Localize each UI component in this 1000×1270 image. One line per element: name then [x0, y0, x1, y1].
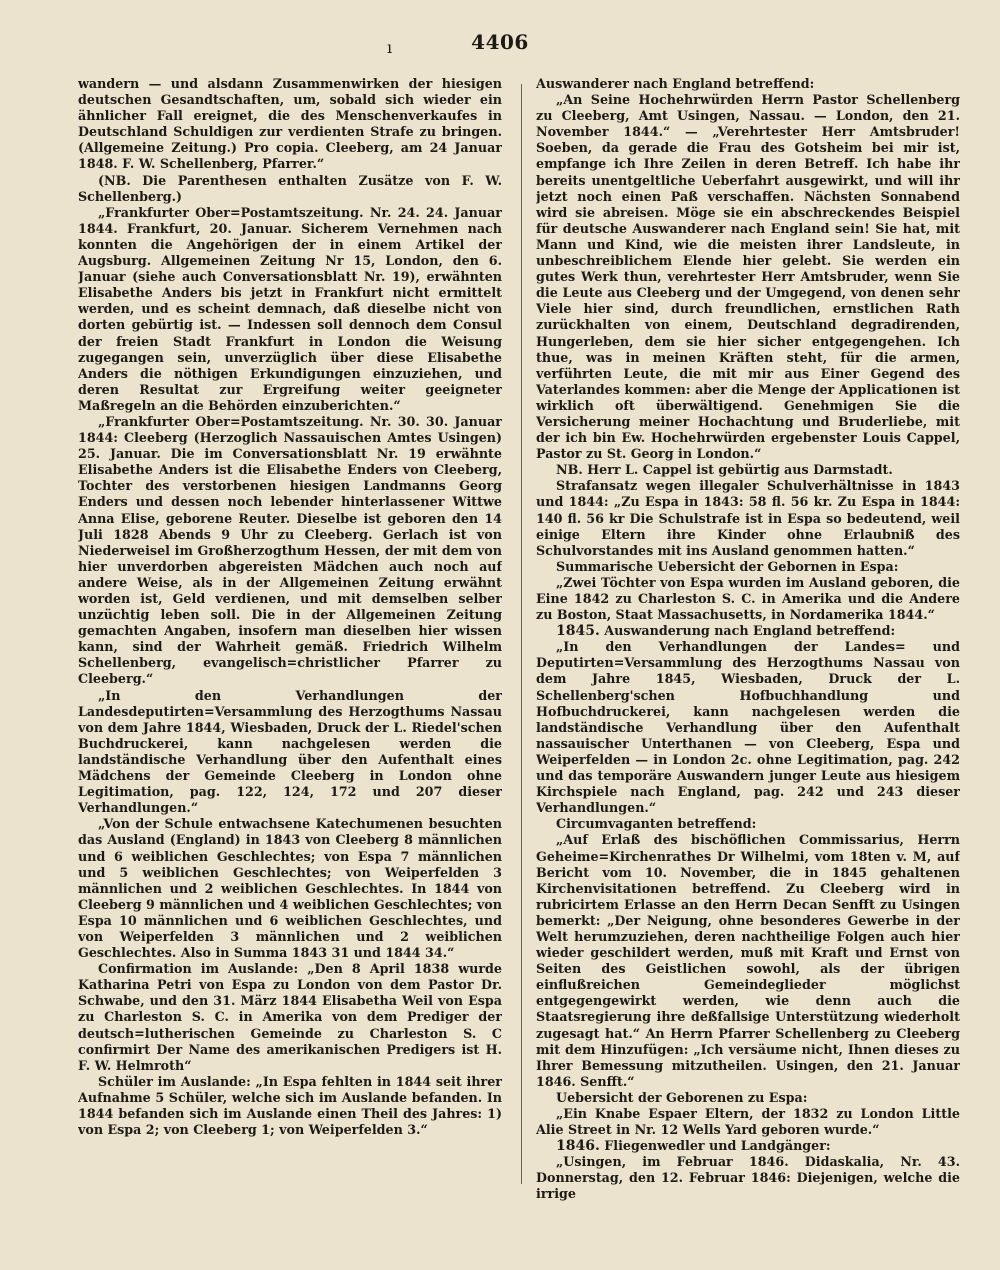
paragraph-text: Fliegenwedler und Landgänger:	[599, 1138, 831, 1154]
paragraph-text: „Von der Schule entwachsene Katechumenen besuchten das Ausland (England) in 1843 von Cleeberg 8 männlichen und 6 weiblichen Geschlechtes; von Espa 7 männlichen und 5 weiblichen Geschlechtes; von Weiperfelden 3 männlichen und 2 weiblichen Geschlechtes. In 1844 von Cleeberg 9 männlichen und 4 weiblichen Geschlechtes; von Espa 10 männlichen und 6 weiblichen Geschlechtes, und von Weiperfelden 3 männlichen und 2 weiblichen Geschlechtes. Also in Summa 1843 31 und 1844 34.“	[78, 816, 502, 961]
paragraph	[536, 575, 960, 623]
paragraph	[536, 623, 960, 639]
paragraph	[78, 205, 502, 414]
year-heading: 1845.	[556, 623, 600, 640]
paragraph-text: Summarische Uebersicht der Gebornen in Espa:	[556, 558, 899, 574]
paragraph-text: „Auf Erlaß des bischöflichen Commissarius, Herrn Geheime=Kirchenrathes Dr Wilhelmi, vom 18ten v. M, auf Bericht vom 10. November, die in 1845 gehaltenen Kirchenvisitationen betreffend. Zu Cleeberg wird in rubricirtem Erlasse an den Herrn Decan Senfft zu Usingen bemerkt: „Der Neigung, ohne besonderes Gewerbe in der Welt herumzuziehen, deren nachtheilige Folgen auch hier wieder geschildert werden, muß mit Kraft und Ernst von Seiten des Geistlichen sowohl, als der übrigen einflußreichen Gemeindeglieder möglichst entgegengewirkt werden, wie denn auch die Staatsregierung ihre deßfallsige Unterstützung wiederholt zugesagt hat.“ An Herrn Pfarrer Schellenberg zu Cleeberg mit dem Hinzufügen: „Ich versäume nicht, Ihnen dieses zu Ihrer Bemessung mitzutheilen. Usingen, den 21. Januar 1846. Senfft.“	[536, 832, 960, 1089]
paragraph-text: Uebersicht der Geborenen zu Espa:	[556, 1089, 808, 1105]
left-column	[78, 76, 502, 1260]
paragraph-text: „Usingen, im Februar 1846. Didaskalia, Nr. 43. Donnerstag, den 12. Februar 1846: Diejenigen, welche die irrige	[536, 1154, 960, 1202]
paragraph	[78, 414, 502, 688]
paragraph-text: Auswanderer nach England betreffend:	[536, 76, 815, 91]
paragraph	[536, 559, 960, 575]
paragraph-text: „Zwei Töchter von Espa wurden im Ausland geboren, die Eine 1842 zu Charleston S. C. in Amerika und die Andere zu Boston, Staat Massachusetts, in Nordamerika 1844.“	[536, 574, 960, 623]
paragraph	[78, 688, 502, 817]
paragraph-text: Auswanderung nach England betreffend:	[599, 623, 896, 639]
page-number: 4406	[471, 30, 529, 54]
paragraph-text: Strafansatz wegen illegaler Schulverhältnisse in 1843 und 1844: „Zu Espa in 1843: 58 fl. 56 kr. Zu Espa in 1844: 140 fl. 56 kr Die Schulstrafe ist in Espa so bedeutend, weil einige Eltern ihre Kinder ohne Erlaubniß des Schulvorstandes mit ins Ausland genommen hatten.“	[536, 478, 960, 558]
right-column	[536, 76, 960, 1260]
paragraph-text: Schüler im Auslande: „In Espa fehlten in 1844 seit ihrer Aufnahme 5 Schüler, welche sich im Auslande befanden. In 1844 befanden sich im Auslande einen Theil des Jahres: 1) von Espa 2; von Cleeberg 1; von Weiperfelden 3.“	[78, 1073, 502, 1138]
year-heading: 1846.	[556, 1138, 600, 1155]
paragraph	[536, 1090, 960, 1106]
paragraph	[78, 173, 502, 205]
paragraph	[78, 816, 502, 961]
paragraph	[536, 816, 960, 832]
paragraph	[536, 1154, 960, 1202]
paragraph-text: NB. Herr L. Cappel ist gebürtig aus Darmstadt.	[556, 462, 893, 478]
paragraph-text: Confirmation im Auslande: „Den 8 April 1838 wurde Katharina Petri von Espa zu London von dem Pastor Dr. Schwabe, und den 31. März 1844 Elisabetha Weil von Espa zu Charleston S. C. in Amerika von dem Prediger der deutsch=lutherischen Gemeinde zu Charleston S. C confirmirt Der Name des amerikanischen Predigers ist H. F. W. Helmroth“	[78, 961, 502, 1073]
paragraph	[78, 1074, 502, 1138]
paragraph	[536, 1106, 960, 1138]
paragraph	[536, 76, 960, 92]
paragraph	[536, 832, 960, 1090]
paragraph-text: „Frankfurter Ober=Postamtszeitung. Nr. 24. 24. Januar 1844. Frankfurt, 20. Januar. Sicherem Vernehmen nach konnten die Angehörigen der in einem Artikel der Augsburg. Allgemeinen Zeitung Nr 15, London, den 6. Januar (siehe auch Conversationsblatt Nr. 19), erwähnten Elisabethe Anders bis jetzt in Frankfurt nicht ermittelt werden, und es scheint demnach, daß dieselbe nicht von dorten gebürtig ist. — Indessen soll dennoch dem Consul der freien Stadt Frankfurt in London die Weisung zugegangen sein, unverzüglich über diese Elisabethe Anders die nöthigen Erkundigungen einzuziehen, und deren Resultat zur Ergreifung weiter geeigneter Maßregeln an die Behörden einzuberichten.“	[78, 204, 502, 413]
paragraph-text: „An Seine Hochehrwürden Herrn Pastor Schellenberg zu Cleeberg, Amt Usingen, Nassau. — London, den 21. November 1844.“ — „Verehrtester Herr Amtsbruder! Soeben, da gerade die Frau des Gotsheim bei mir ist, empfange ich Ihre Zeilen in deren Betreff. Ich habe ihr bereits unentgeltliche Ueberfahrt ausgewirkt, und will ihr jetzt noch einen Paß verschaffen. Nächsten Sonnabend wird sie abreisen. Möge sie ein abschreckendes Beispiel für deutsche Auswanderer nach England sein! Sie hat, mit Mann und Kind, wie die meisten ihrer Landsleute, in unbeschreiblichem Elende hier gelebt. Sie werden ein gutes Werk thun, verehrtester Herr Amtsbruder, wenn Sie die Leute aus Cleeberg und der Umgegend, von denen sehr Viele hier sind, durch freundlichen, ernstlichen Rath zurückhalten von einem, Deutschland degradirenden, Hungerleben, dem sie hier sicher entgegengehen. Ich thue, was in meinen Kräften steht, für die armen, verführten Leute, die mit mir aus Einer Gegend des Vaterlandes kommen: aber die Menge der Applicationen ist wirklich oft überwältigend. Genehmigen Sie die Versicherung meiner Hochachtung und Bruderliebe, mit der ich bin Ew. Hochehrwürden ergebenster Louis Cappel, Pastor zu St. Georg in London.“	[536, 92, 960, 462]
paragraph-text: „Ein Knabe Espaer Eltern, der 1832 zu London Little Alie Street in Nr. 12 Wells Yard geboren wurde.“	[536, 1106, 960, 1138]
paragraph	[78, 961, 502, 1074]
paragraph	[536, 1138, 960, 1154]
paragraph-text: „In den Verhandlungen der Landes= und Deputirten=Versammlung des Herzogthums Nassau von dem Jahre 1845, Wiesbaden, Druck der L. Schellenberg'schen Hofbuchhandlung und Hofbuchdruckerei, kann nachgelesen werden die landständische Verhandlung über den Aufenthalt nassauischer Unterthanen — von Cleeberg, Espa und Weiperfelden — in London 2c. ohne Legitimation, pag. 242 und das temporäre Auswandern junger Leute aus hiesigem Kirchspiele nach England, pag. 242 und 243 dieser Verhandlungen.“	[536, 639, 960, 816]
paragraph-text: wandern — und alsdann Zusammenwirken der hiesigen deutschen Gesandtschaften, um, sobald sich wieder ein ähnlicher Fall ereignet, die des Menschenverkaufes in Deutschland Schuldigen zur verdienten Strafe zu bringen. (Allgemeine Zeitung.) Pro copia. Cleeberg, am 24 Januar 1848. F. W. Schellenberg, Pfarrer.“	[78, 76, 502, 172]
paragraph	[536, 462, 960, 478]
paragraph	[78, 76, 502, 173]
paragraph-text: (NB. Die Parenthesen enthalten Zusätze von F. W. Schellenberg.)	[78, 172, 502, 204]
paragraph-text: „Frankfurter Ober=Postamtszeitung. Nr. 30. 30. Januar 1844: Cleeberg (Herzoglich Nassauischen Amtes Usingen) 25. Januar. Die im Conversationsblatt Nr. 19 erwähnte Elisabethe Anders ist die Elisabethe Enders von Cleeberg, Tochter des verstorbenen hiesigen Landmanns Georg Enders und dessen noch lebender hinterlassener Wittwe Anna Elise, geborene Reuter. Dieselbe ist geboren den 14 Juli 1828 Abends 9 Uhr zu Cleeberg. Gerlach ist von Niederweisel im Großherzogthum Hessen, der mit dem von hier unverdorben abgereisten Mädchen auch noch auf andere Weise, als in der Allgemeinen Zeitung erwähnt worden ist, Geld verdienen, und mit demselben selber unzüchtig leben soll. Die in der Allgemeinen Zeitung gemachten Angaben, insofern man dieselben hier wissen kann, sind der Wahrheit gemäß. Friedrich Wilhelm Schellenberg, evangelisch=christlicher Pfarrer zu Cleeberg.“	[78, 413, 502, 687]
text-columns	[78, 76, 960, 1260]
paragraph	[536, 92, 960, 462]
paragraph-text: Circumvaganten betreffend:	[556, 816, 757, 832]
stray-mark: ı	[387, 38, 393, 57]
paragraph-text: „In den Verhandlungen der Landesdeputirten=Versammlung des Herzogthums Nassau von dem Jahre 1844, Wiesbaden, Druck der L. Riedel'schen Buchdruckerei, kann nachgelesen werden die landständische Verhandlung über den Aufenthalt eines Mädchens der Gemeinde Cleeberg in London ohne Legitimation, pag. 122, 124, 172 und 207 dieser Verhandlungen.“	[78, 687, 502, 816]
paragraph	[536, 478, 960, 558]
paragraph	[536, 639, 960, 816]
